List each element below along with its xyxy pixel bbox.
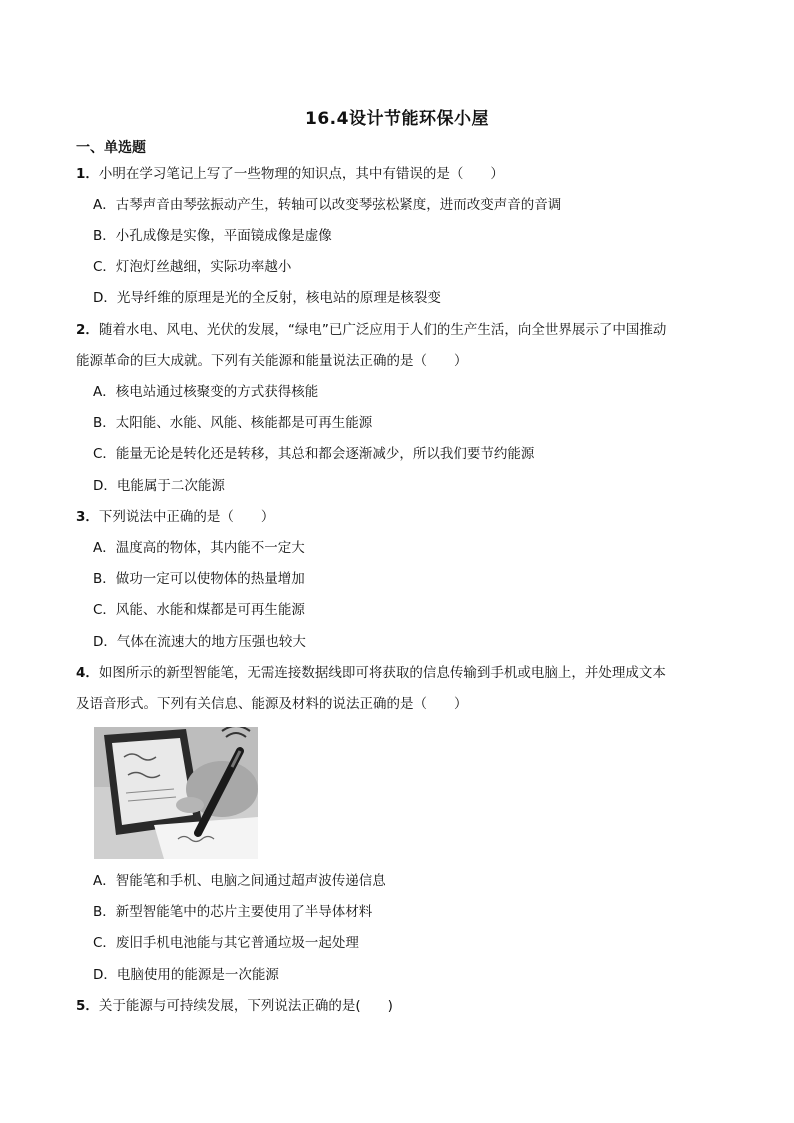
question-3-stem <box>76 507 274 527</box>
question-text: 如图所示的新型智能笔，无需连接数据线即可将获取的信息传输到手机或电脑上，并处理成文本 <box>98 665 666 681</box>
question-text: 小明在学习笔记上写了一些物理的知识点，其中有错误的是（ ） <box>98 166 504 182</box>
page-title: 16.4设计节能环保小屋 <box>305 109 489 129</box>
option-b: B．新型智能笔中的芯片主要使用了半导体材料 <box>93 904 373 920</box>
option-d: D．电脑使用的能源是一次能源 <box>93 967 279 983</box>
question-text-continued: 能源革命的巨大成就。下列有关能源和能量说法正确的是（ ） <box>76 353 468 369</box>
question-number: 2． <box>76 322 99 338</box>
option-a: A．核电站通过核聚变的方式获得核能 <box>93 384 319 400</box>
question-number: 1． <box>76 166 99 182</box>
option-c: C．废旧手机电池能与其它普通垃圾一起处理 <box>93 935 359 951</box>
smart-pen-photo <box>94 727 258 859</box>
option-d: D．电能属于二次能源 <box>93 478 225 494</box>
section-heading: 一、单选题 <box>76 140 146 156</box>
question-1-stem <box>76 164 504 184</box>
option-a: A．智能笔和手机、电脑之间通过超声波传递信息 <box>93 873 386 889</box>
option-c: C．灯泡灯丝越细，实际功率越小 <box>93 259 292 275</box>
option-d: D．气体在流速大的地方压强也较大 <box>93 634 306 650</box>
option-a: A．温度高的物体，其内能不一定大 <box>93 540 305 556</box>
question-5-stem <box>76 996 393 1016</box>
option-b: B．做功一定可以使物体的热量增加 <box>93 571 305 587</box>
option-c: C．能量无论是转化还是转移，其总和都会逐渐减少，所以我们要节约能源 <box>93 446 535 462</box>
question-number: 4． <box>76 665 99 681</box>
question-4-stem <box>76 663 666 683</box>
option-a: A．古琴声音由琴弦振动产生，转轴可以改变琴弦松紧度，进而改变声音的音调 <box>93 197 562 213</box>
question-number: 5． <box>76 998 99 1014</box>
option-d: D．光导纤维的原理是光的全反射，核电站的原理是核裂变 <box>93 290 441 306</box>
question-text: 随着水电、风电、光伏的发展，“绿电”已广泛应用于人们的生产生活，向全世界展示了中国推动 <box>98 322 667 338</box>
question-text: 关于能源与可持续发展，下列说法正确的是( ) <box>98 998 393 1014</box>
question-text: 下列说法中正确的是（ ） <box>98 509 275 525</box>
question-number: 3． <box>76 509 99 525</box>
option-b: B．小孔成像是实像，平面镜成像是虚像 <box>93 228 332 244</box>
option-b: B．太阳能、水能、风能、核能都是可再生能源 <box>93 415 373 431</box>
option-c: C．风能、水能和煤都是可再生能源 <box>93 602 305 618</box>
question-text-continued: 及语音形式。下列有关信息、能源及材料的说法正确的是（ ） <box>76 696 468 712</box>
smart-pen-illustration <box>94 727 258 859</box>
question-2-stem <box>76 320 666 340</box>
